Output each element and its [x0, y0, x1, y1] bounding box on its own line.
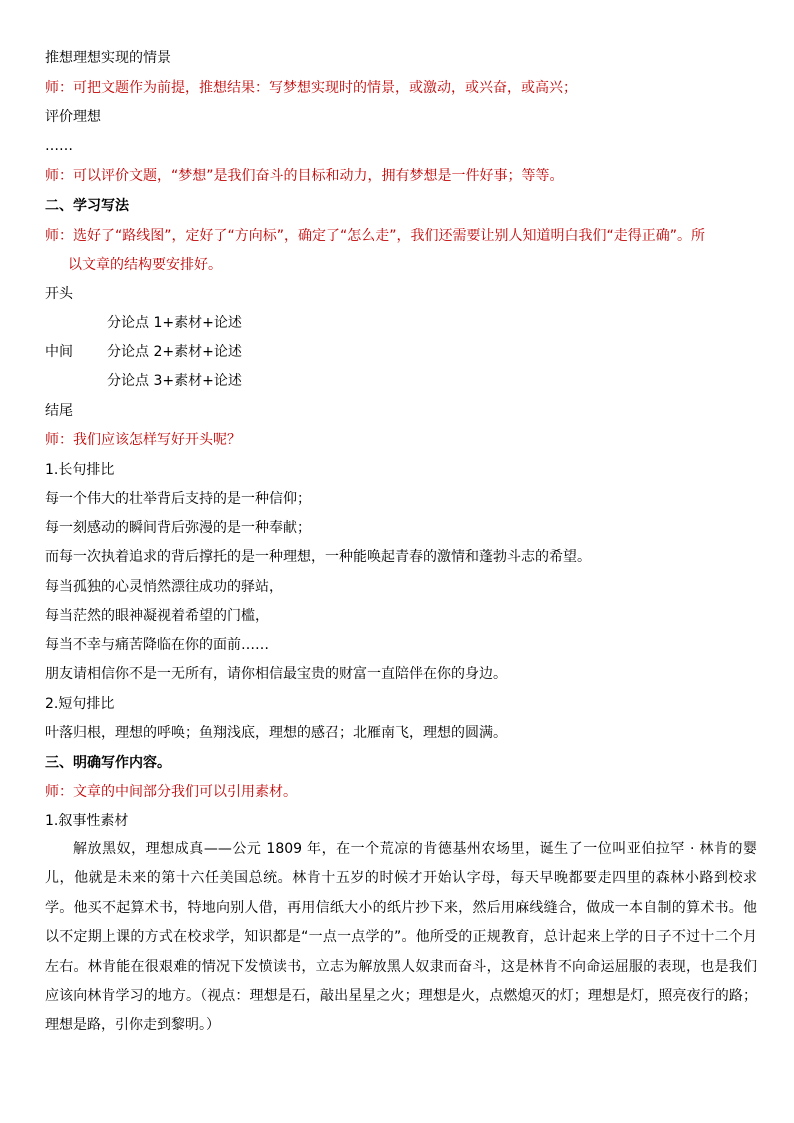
example-line: 每当不幸与痛苦降临在你的面前…… [45, 637, 269, 653]
method-heading: 1.叙事性素材 [45, 813, 129, 829]
structure-label: 中间 [45, 344, 73, 360]
teacher-line: 以文章的结构要安排好。 [68, 257, 222, 273]
structure-label: 开头 [45, 286, 73, 302]
method-heading: 1.长句排比 [45, 462, 115, 478]
teacher-line: 师：可把文题作为前提，推想结果：写梦想实现时的情景，或激动，或兴奋，或高兴； [45, 80, 577, 96]
structure-label: 结尾 [45, 403, 73, 419]
section-heading: 二、学习写法 [45, 198, 129, 214]
text-line: 推想理想实现的情景 [45, 50, 171, 66]
example-line: 每当孤独的心灵悄然漂往成功的驿站， [45, 579, 283, 595]
example-line: 每当茫然的眼神凝视着希望的门槛， [45, 608, 269, 624]
teacher-line: 师：文章的中间部分我们可以引用素材。 [45, 784, 297, 800]
example-line: 每一个伟大的壮举背后支持的是一种信仰； [45, 491, 311, 507]
teacher-paragraph [45, 222, 757, 280]
text-line: 评价理想 [45, 109, 101, 125]
teacher-line: 师：我们应该怎样写好开头呢？ [45, 432, 241, 448]
structure-item: 分论点 1+素材+论述 [107, 315, 242, 331]
teacher-line: 师：选好了“路线图”，定好了“方向标”，确定了“怎么走”，我们还需要让别人知道明白我们“走得正确”。所 [45, 228, 706, 244]
structure-item: 分论点 2+素材+论述 [107, 344, 242, 360]
example-line: 每一刻感动的瞬间背后弥漫的是一种奉献； [45, 520, 311, 536]
method-heading: 2.短句排比 [45, 696, 115, 712]
example-line: 朋友请相信你不是一无所有，请你相信最宝贵的财富一直陪伴在你的身边。 [45, 666, 507, 682]
story-paragraph: 解放黑奴，理想成真——公元 1809 年，在一个荒凉的肯德基州农场里，诞生了一位叫亚伯拉罕 · 林肯的婴儿，他就是未来的第十六任美国总统。林肯十五岁的时候才开始认字母，每天早晚都要走四里的森林小路到校求学。他买不起算术书，特地向别人借，再用信纸大小的纸片抄下来，然后用麻线缝合，做成一本自制的算术书。他以不定期上课的方式在校求学，知识都是“一点一点学的”。他所受的正规教育，总计起来上学的日子不过十二个月左右。林肯能在很艰难的情况下发愤读书，立志为解放黑人奴隶而奋斗，这是林肯不向命运屈服的表现，也是我们应该向林肯学习的地方。（视点：理想是石，敲出星星之火；理想是火，点燃熄灭的灯；理想是灯，照亮夜行的路；理想是路，引你走到黎明。） [45, 841, 757, 1034]
teacher-line: 师：可以评价文题，“梦想”是我们奋斗的目标和动力，拥有梦想是一件好事；等等。 [45, 168, 564, 184]
ellipsis-line: …… [45, 138, 73, 154]
structure-item: 分论点 3+素材+论述 [107, 373, 242, 389]
example-line: 而每一次执着追求的背后撑托的是一种理想，一种能唤起青春的激情和蓬勃斗志的希望。 [45, 549, 591, 565]
section-heading: 三、明确写作内容。 [45, 755, 171, 771]
example-line: 叶落归根，理想的呼唤；鱼翔浅底，理想的感召；北雁南飞，理想的圆满。 [45, 725, 507, 741]
